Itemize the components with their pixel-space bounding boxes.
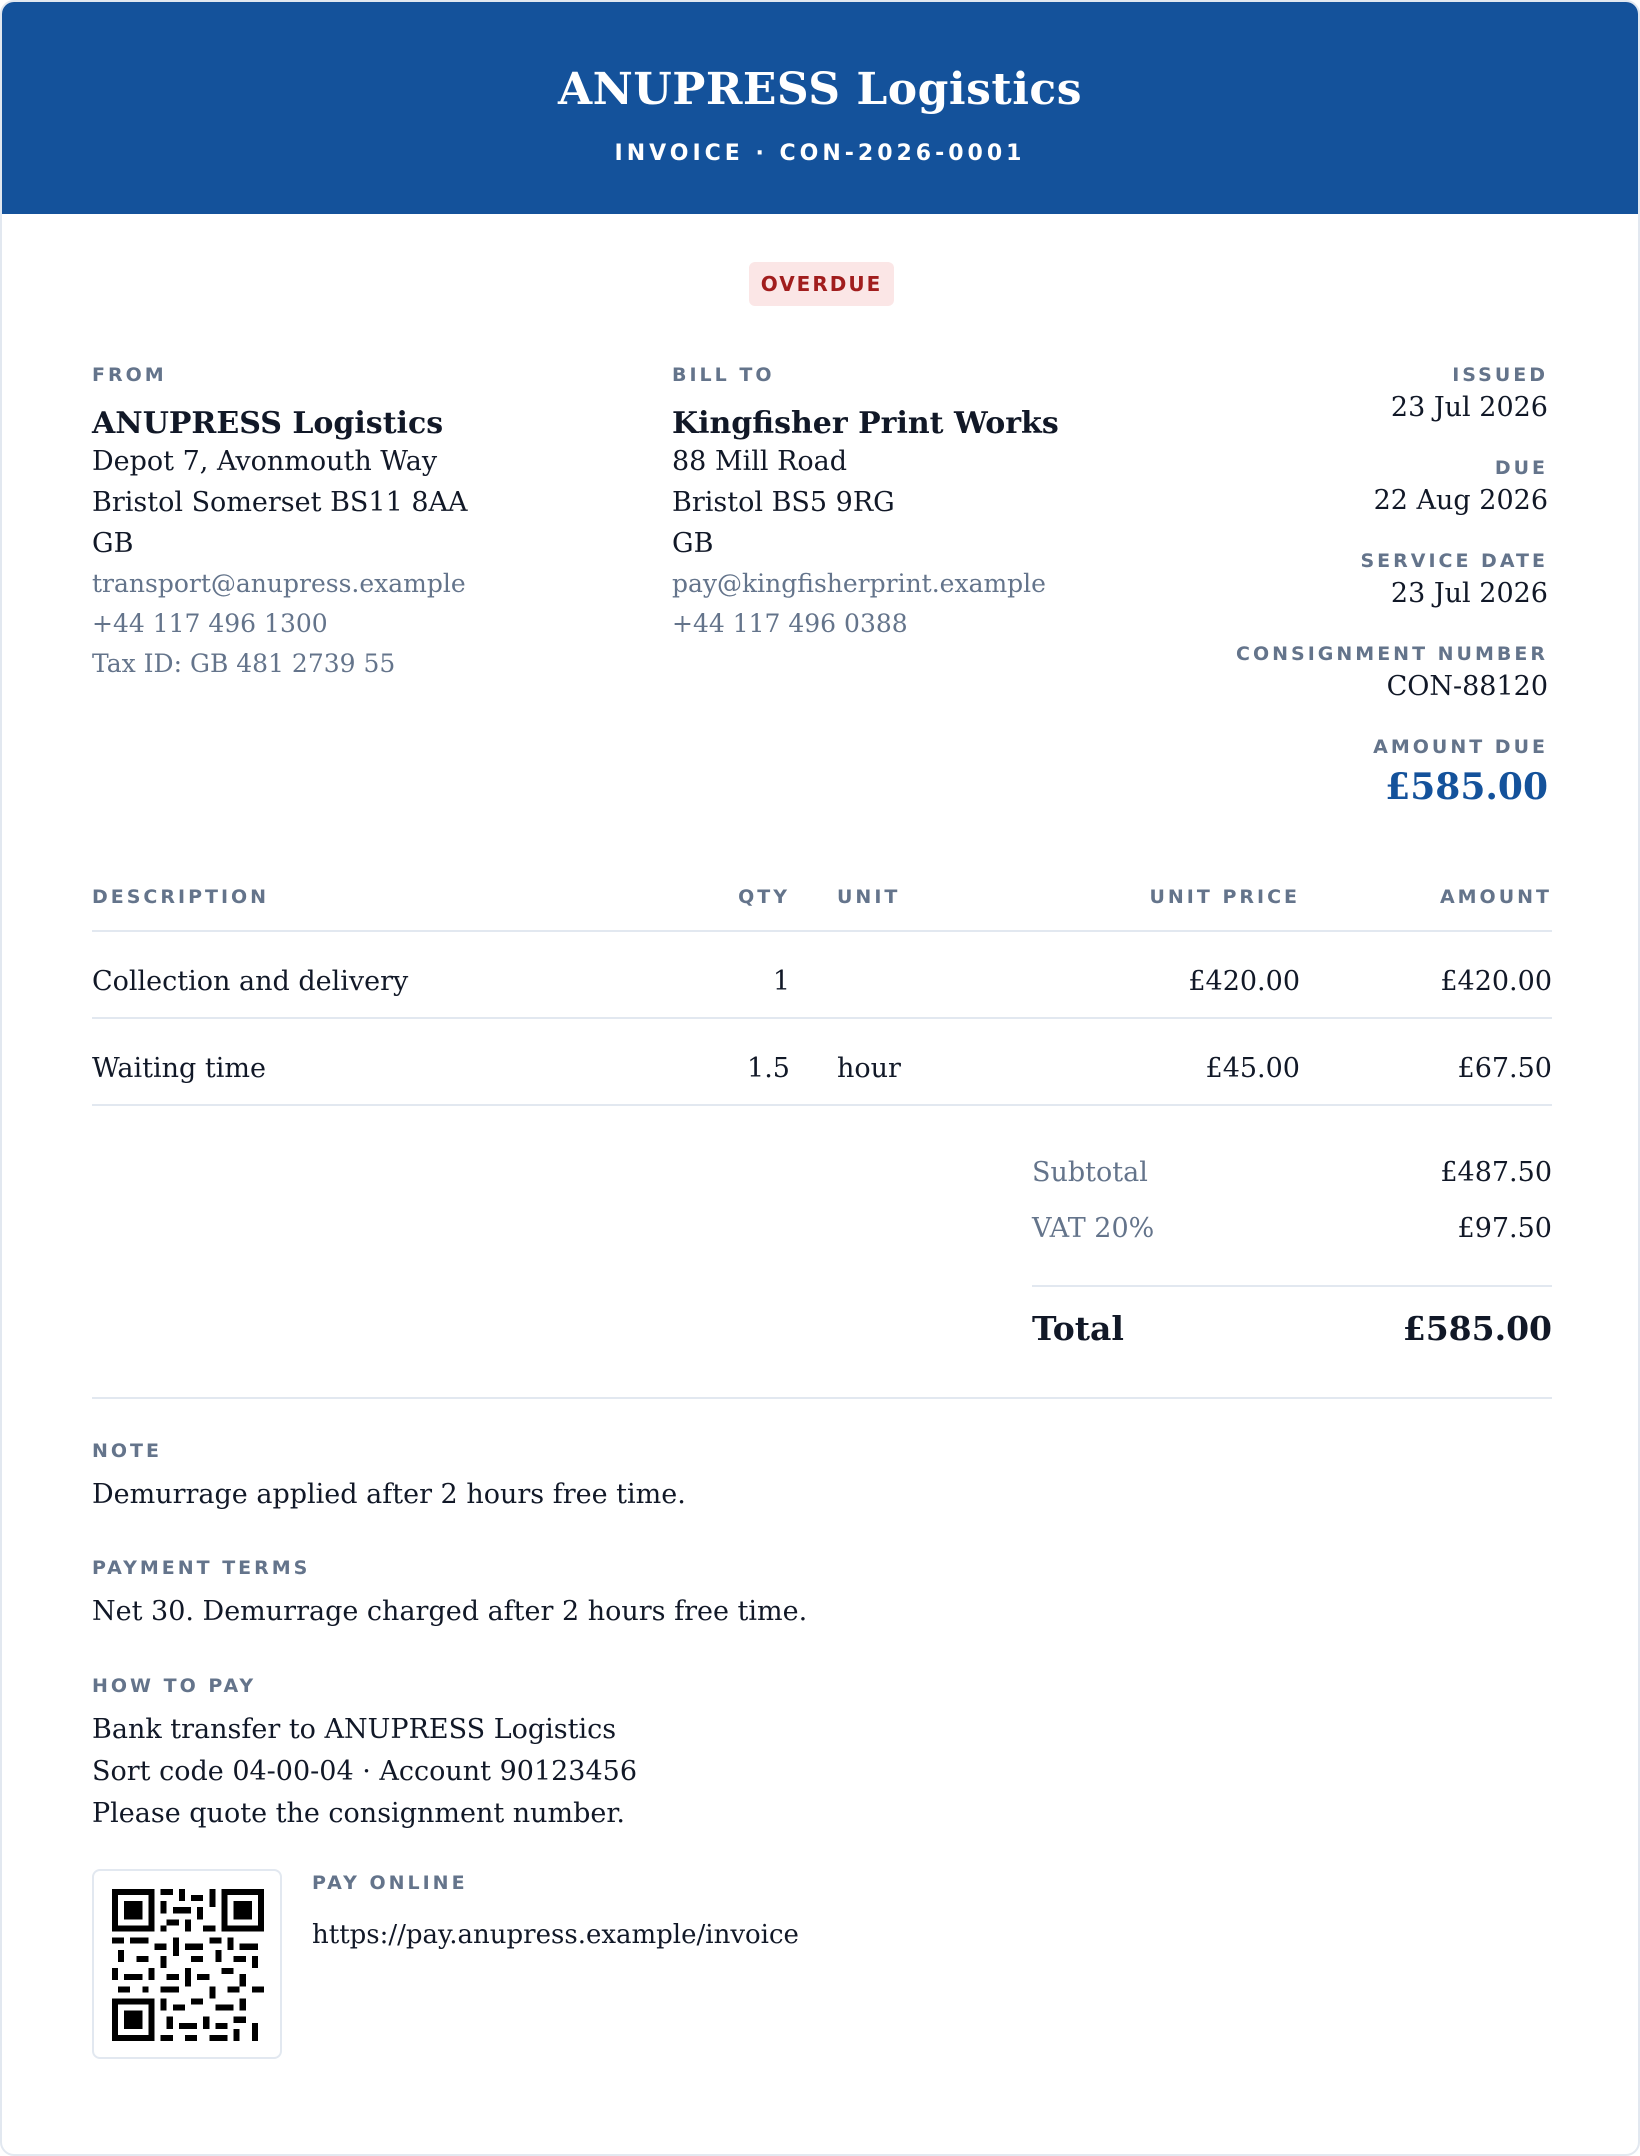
header-unit-price: UNIT PRICE: [1149, 886, 1300, 908]
service-date: 23 Jul 2026: [1390, 578, 1548, 609]
due-date: 22 Aug 2026: [1373, 485, 1548, 516]
from-label: FROM: [92, 364, 167, 386]
issued-date: 23 Jul 2026: [1390, 392, 1548, 423]
bill-to-email[interactable]: pay@kingfisherprint.example: [672, 569, 1046, 598]
qr-code-icon: [112, 1889, 264, 2041]
note-label: NOTE: [92, 1440, 162, 1462]
row-qty: 1: [772, 966, 790, 997]
qr-code[interactable]: [92, 1869, 282, 2059]
pay-online-block: [312, 1872, 799, 1950]
row-unit: hour: [837, 1053, 901, 1084]
total-label: Total: [1032, 1309, 1124, 1348]
note-text: Demurrage applied after 2 hours free time.: [92, 1479, 686, 1510]
from-address1: Depot 7, Avonmouth Way: [92, 446, 438, 477]
from-email[interactable]: transport@anupress.example: [92, 569, 466, 598]
payment-terms-text: Net 30. Demurrage charged after 2 hours free time.: [92, 1596, 808, 1627]
how-to-pay-line3: Please quote the consignment number.: [92, 1798, 625, 1829]
vat-value: £97.50: [1457, 1213, 1552, 1244]
issued-label: ISSUED: [1452, 364, 1548, 386]
bill-to-country: GB: [672, 528, 714, 559]
pay-online-link[interactable]: https://pay.anupress.example/invoice: [312, 1920, 799, 1950]
header-qty: QTY: [738, 886, 790, 908]
vat-label: VAT 20%: [1032, 1213, 1155, 1244]
pay-online-label: PAY ONLINE: [312, 1872, 468, 1894]
from-phone: +44 117 496 1300: [92, 609, 328, 638]
line-items-table: [92, 872, 1552, 1106]
bill-to-label: BILL TO: [672, 364, 775, 386]
row-description: Waiting time: [92, 1053, 266, 1084]
from-country: GB: [92, 528, 134, 559]
amount-due-label: AMOUNT DUE: [1373, 736, 1548, 758]
header-unit: UNIT: [837, 886, 901, 908]
bill-to-address2: Bristol BS5 9RG: [672, 487, 895, 518]
header-amount: AMOUNT: [1439, 886, 1552, 908]
bill-to-block: [672, 364, 1059, 644]
how-to-pay-line1: Bank transfer to ANUPRESS Logistics: [92, 1714, 617, 1745]
totals-block: [1032, 1157, 1552, 1369]
invoice-meta: [1236, 364, 1548, 808]
status-badge: OVERDUE: [749, 262, 894, 306]
invoice-header: [2, 2, 1638, 214]
consignment-number: CON-88120: [1386, 671, 1548, 702]
from-name: ANUPRESS Logistics: [92, 406, 444, 441]
table-row: [92, 932, 1552, 1019]
service-date-label: SERVICE DATE: [1360, 550, 1548, 572]
note-section: [92, 1440, 686, 1516]
consignment-label: CONSIGNMENT NUMBER: [1236, 643, 1548, 665]
subtotal-value: £487.50: [1440, 1157, 1552, 1188]
row-description: Collection and delivery: [92, 966, 409, 997]
bill-to-address1: 88 Mill Road: [672, 446, 848, 477]
total-row: [1032, 1309, 1552, 1369]
section-divider: [92, 1397, 1552, 1399]
from-block: [92, 364, 468, 684]
bill-to-phone: +44 117 496 0388: [672, 609, 908, 638]
vat-row: [1032, 1213, 1552, 1269]
company-title: ANUPRESS Logistics: [558, 64, 1082, 115]
payment-terms-section: [92, 1557, 807, 1633]
from-tax-id: Tax ID: GB 481 2739 55: [92, 649, 396, 678]
subtotal-label: Subtotal: [1032, 1157, 1148, 1188]
total-value: £585.00: [1402, 1309, 1552, 1348]
row-unit-price: £420.00: [1188, 966, 1300, 997]
how-to-pay-section: [92, 1675, 637, 1835]
how-to-pay-line2: Sort code 04-00-04 · Account 90123456: [92, 1756, 638, 1787]
totals-divider: [1032, 1285, 1552, 1287]
row-amount: £420.00: [1440, 966, 1552, 997]
table-row: [92, 1019, 1552, 1106]
payment-terms-label: PAYMENT TERMS: [92, 1557, 311, 1579]
row-qty: 1.5: [747, 1053, 790, 1084]
amount-due: £585.00: [1385, 766, 1548, 808]
header-description: DESCRIPTION: [92, 886, 270, 908]
table-header: [92, 872, 1552, 932]
from-address2: Bristol Somerset BS11 8AA: [92, 487, 468, 518]
how-to-pay-label: HOW TO PAY: [92, 1675, 257, 1697]
invoice-subtitle: INVOICE · CON-2026-0001: [614, 141, 1026, 166]
bill-to-name: Kingfisher Print Works: [672, 406, 1059, 441]
subtotal-row: [1032, 1157, 1552, 1213]
due-label: DUE: [1494, 457, 1548, 479]
row-unit-price: £45.00: [1205, 1053, 1300, 1084]
row-amount: £67.50: [1457, 1053, 1552, 1084]
